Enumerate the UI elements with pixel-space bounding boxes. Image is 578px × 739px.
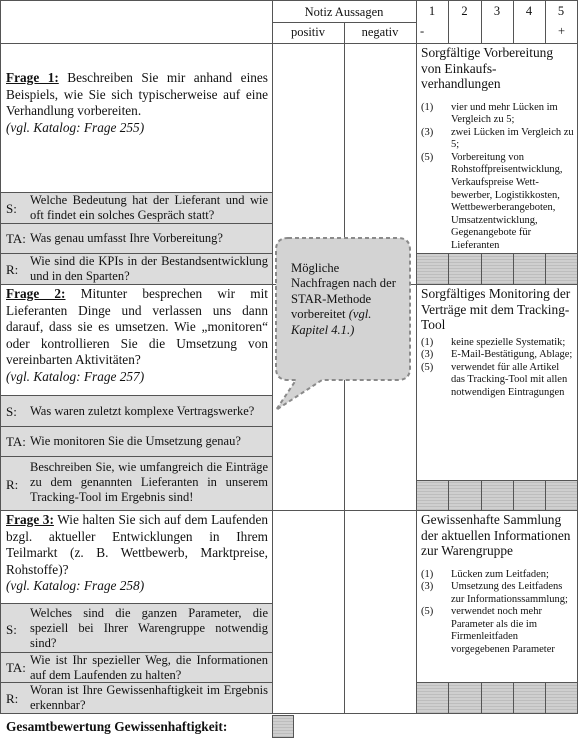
criterion-item: (3) E-Mail-Bestätigung, Ablage; bbox=[421, 349, 573, 361]
criterion-title: Gewissenhafte Sammlung der aktuellen Informationen zur Warengruppe bbox=[421, 512, 571, 558]
scale-header-3: 3 bbox=[493, 4, 501, 18]
notes-header-title: Notiz Aussagen bbox=[304, 5, 384, 19]
criterion-title: Sorgfältiges Monitoring der Verträge mit dem Tracking-Tool bbox=[421, 286, 571, 332]
question-ref: (vgl. Katalog: Frage 257) bbox=[6, 368, 145, 384]
question-text: Beschreiben Sie mir anhand eines Beispiels, wie Sie sich typischerweise auf eine Verhandlung vorbereiten. bbox=[6, 70, 268, 119]
scale-header-4: 4 bbox=[525, 4, 533, 18]
scale-header-1: 1 bbox=[428, 4, 436, 18]
criterion-item: (1) Lücken zum Leitfaden; bbox=[421, 568, 549, 580]
followup-r: R: Woran ist Ihre Gewissenhaftigkeit im Ergebnis erkennbar? bbox=[6, 683, 268, 712]
notes-header-negative: negativ bbox=[361, 25, 399, 39]
criterion-item: (1) vier und mehr Lücken im Vergleich zu 5; bbox=[421, 101, 558, 126]
question-label: Frage 1: bbox=[6, 70, 59, 85]
scale-header-2: 2 bbox=[461, 4, 468, 18]
scale-header-5: 5 bbox=[557, 4, 565, 18]
criterion-item: (3) Umsetzung des Leitfadens zur Informationssammlung; bbox=[421, 581, 568, 605]
callout-text: Mögliche Nachfragen nach der STAR-Methode vorbereitet (vgl. Kapitel 4.1.) bbox=[291, 261, 396, 337]
criterion-item: (5) Vorbereitung von Rohstoffpreisentwicklung, Verkaufspreise Wett-bewerber, Logistikkosten, Wettbewerberangeboten, Umsatzentwicklung, Gegenangebote für Lieferanten bbox=[421, 151, 563, 252]
notes-header-positive: positiv bbox=[290, 25, 326, 39]
followup-ta: TA: Wie monitoren Sie die Umsetzung genau? bbox=[6, 434, 241, 449]
question-text: Mitunter besprechen wir mit Lieferanten Dinge und verlassen uns dann darauf, dass sie es umsetzen. Wie „monitoren“ oder kontrollieren Sie die Umsetzung von vereinbarten Aktivitäten? bbox=[6, 286, 269, 368]
criterion-item: (5) verwendet für alle Artikel das Tracking-Tool mit allen notwendigen Eintragungen bbox=[421, 361, 568, 398]
criterion-item: (5) verwendet noch mehr Parameter als die im Firmenleitfaden vorgegebenen Parameter bbox=[421, 606, 555, 656]
criterion-item: (3) zwei Lücken im Vergleich zu 5; bbox=[421, 126, 574, 151]
followup-ta: TA: Was genau umfasst Ihre Vorbereitung? bbox=[6, 231, 223, 246]
followup-ta: TA: Wie ist Ihr spezieller Weg, die Informationen auf dem Laufenden zu halten? bbox=[6, 653, 268, 682]
followup-s: S: Welches sind die ganzen Parameter, die speziell bei Ihrer Warengruppe notwendig sind? bbox=[6, 606, 268, 650]
scale-minus-label: - bbox=[420, 24, 425, 38]
question-ref: (vgl. Katalog: Frage 258) bbox=[6, 578, 145, 594]
criterion-item: (1) keine spezielle Systematik; bbox=[421, 336, 566, 348]
question-text: Wie halten Sie sich auf dem Laufenden bzgl. aktueller Entwicklungen in Ihrem Teilmarkt (z. B. Wettbewerb, Marktpreise, Rohstoffe)? bbox=[6, 512, 268, 577]
question-ref: (vgl. Katalog: Frage 255) bbox=[6, 119, 145, 135]
followup-r: R: Beschreiben Sie, wie umfangreich die Einträge zu dem genannten Lieferanten in unserem Tracking-Tool im Ergebnis sind! bbox=[6, 460, 268, 504]
criterion-title: Sorgfältige Vorbereitung von Einkaufs-verhandlungen bbox=[421, 45, 554, 91]
followup-s: S: Welche Bedeutung hat der Lieferant und wie oft findet ein solches Gespräch statt? bbox=[6, 193, 268, 222]
question-label: Frage 3: bbox=[6, 512, 54, 527]
question-label: Frage 2: bbox=[6, 286, 66, 301]
total-label: Gesamtbewertung Gewissenhaftigkeit: bbox=[6, 719, 228, 734]
followup-s: S: Was waren zuletzt komplexe Vertragswerke? bbox=[6, 404, 255, 419]
followup-r: R: Wie sind die KPIs in der Bestandsentwicklung und in den Sparten? bbox=[6, 254, 268, 283]
scale-plus-label: + bbox=[558, 24, 566, 38]
